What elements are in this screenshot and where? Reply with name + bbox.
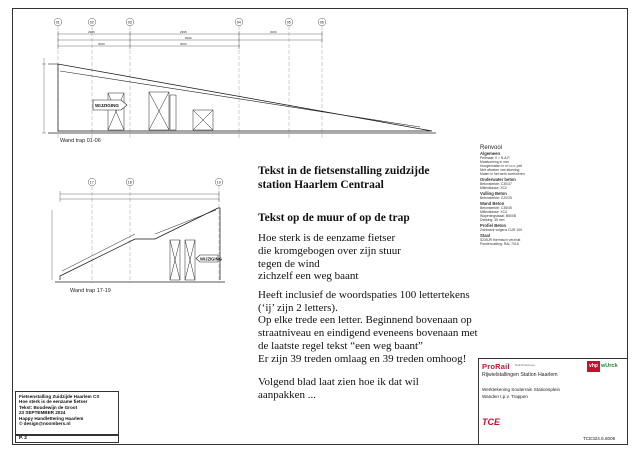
poem-line: tegen de wind	[258, 257, 320, 270]
bottom-grid-lines	[92, 186, 219, 283]
dim-label: 2986	[88, 30, 95, 34]
legend-item: Niet afmeten van tekening	[480, 168, 520, 172]
body-line: de laatste regel tekst “een weg baant”	[258, 339, 423, 352]
body-line: Heeft inclusief de woordspaties 100 lettertekens	[258, 289, 470, 301]
info-line: Happy Handlettering Haarlem	[19, 415, 84, 421]
legend-item: Maten in het werk controleren	[480, 172, 525, 176]
overlay-title	[258, 164, 463, 192]
legend-item: S235JR thermisch verzinkt	[480, 238, 521, 242]
body-line: (‘ij’ zijn 2 letters).	[258, 301, 338, 314]
legend-section-title: Staal	[480, 233, 491, 238]
legend-section-title: Profiel Beton	[480, 223, 507, 228]
poem-line: die kromgebogen over zijn stuur	[258, 244, 401, 257]
legend-item: Milieuklasse: XC2	[480, 186, 507, 190]
legend-item: Milieuklasse: XC4	[480, 210, 507, 214]
dim-label: 3000	[180, 42, 187, 46]
title-block	[478, 358, 628, 445]
bottom-grid-labels	[88, 178, 223, 186]
bottom-wall-outline	[60, 208, 220, 280]
grid-label: 05	[286, 20, 291, 25]
legend-section-title: Onderwater beton	[480, 177, 516, 182]
page-number: P. 2	[15, 434, 119, 443]
drawing-code: TCE324.6.6006	[583, 436, 616, 441]
top-openings	[108, 92, 213, 130]
top-sign-label: WIJZIGING	[95, 103, 119, 108]
legend-item: Poedercoating: RAL 7016	[480, 242, 519, 246]
legend-header: Renvooi	[480, 145, 503, 151]
info-line: Hoe sterk is de eenzame fietser	[19, 399, 88, 405]
top-stair-line	[60, 71, 420, 127]
project-name: Rijwielstallingen Station Haarlem	[482, 372, 558, 378]
bottom-openings	[170, 240, 195, 280]
body-line: Er zijn 39 treden omlaag en 39 treden omhoog!	[258, 352, 467, 365]
sheet-subtitle: Wanden t.p.v. Trappen	[482, 394, 528, 399]
top-dimension-labels	[88, 30, 277, 46]
dim-label: 2995	[180, 30, 187, 34]
legend-item: Dekking: 35 mm	[480, 218, 505, 222]
dim-label: 3000	[270, 30, 277, 34]
poem	[258, 232, 463, 283]
tce-logo: TCE	[482, 417, 500, 427]
legend-item: Zichtwerk volgens CUR 100	[480, 228, 523, 232]
explanation	[258, 289, 478, 365]
legend-item: Maatvoering in mm	[480, 160, 509, 164]
info-box	[15, 391, 119, 436]
info-line: © design@noombers.nl	[19, 421, 71, 427]
prorail-tagline: Railinfrabeheer	[515, 363, 536, 367]
poem-line: zichzelf een weg baant	[258, 270, 359, 283]
grid-label: 18	[127, 180, 132, 185]
dim-label: 6000	[185, 36, 192, 40]
grid-label: 01	[55, 20, 60, 25]
vhp-logo: vhp	[587, 361, 600, 372]
legend-section-title: Algemeen	[480, 151, 501, 156]
top-dimensions	[42, 31, 322, 133]
prorail-logo: ProRail	[482, 362, 510, 371]
title-line: station Haarlem Centraal	[258, 179, 384, 191]
poem-line: Hoe sterk is de eenzame fietser	[258, 232, 396, 244]
bottom-sign-label: WIJZIGING	[200, 256, 222, 262]
grid-label: 17	[89, 180, 94, 185]
overlay-subtitle: Tekst op de muur of op de trap	[258, 212, 410, 224]
body-line: straatniveau en eindigend eveneens bovenaan met	[258, 327, 478, 340]
legend-item: Betonsterkte: C35/45	[480, 206, 512, 210]
grid-label: 19	[216, 180, 221, 185]
grid-label: 04	[236, 20, 241, 25]
grid-label: 02	[89, 20, 94, 25]
info-line: 23 SEPTEMBER 2024	[19, 410, 66, 416]
legend-section-title: Wand Beton	[480, 201, 505, 206]
info-line: Fietsenstalling Zuidzijde Haarlem CS	[19, 394, 100, 399]
title-line: Tekst in de fietsenstalling zuidzijde	[258, 165, 430, 177]
bottom-view-caption: Wand trap 17-19	[70, 288, 111, 294]
grid-label: 03	[127, 20, 132, 25]
dim-label: 3000	[98, 42, 105, 46]
bottom-dimensions	[52, 191, 219, 280]
bottom-stair-line-1	[62, 234, 135, 271]
info-line: Tekst: Boudewijn de Groot	[19, 404, 78, 410]
legend-item: Hoogtematen in m t.o.v. peil	[480, 164, 522, 168]
top-wall-outline	[58, 64, 432, 131]
top-grid-labels	[54, 18, 326, 26]
sheet-title: Werktekening Souterrain Stationsplein	[482, 387, 561, 392]
wurck-logo: wUrck	[601, 363, 618, 369]
body-line: Op elke trede een letter. Beginnend bovenaan op	[258, 314, 472, 327]
top-view-caption: Wand trap 01-06	[60, 138, 101, 144]
legend	[480, 146, 620, 246]
legend-item: Wapeningsstaal: B500B	[480, 214, 517, 218]
legend-section-title: Vulling Beton	[480, 191, 507, 196]
legend-item: Betonsterkte: C30/37	[480, 182, 512, 186]
legend-item: Peilmaat: 0 = N.A.P.	[480, 156, 511, 160]
grid-label: 06	[319, 20, 324, 25]
bottom-elevation	[52, 186, 225, 283]
legend-item: Betonsterkte: C20/25	[480, 196, 512, 200]
bottom-stair-line-2	[155, 210, 216, 234]
closing-note: Volgend blad laat zien hoe ik dat wil aanpakken ...	[258, 376, 419, 401]
